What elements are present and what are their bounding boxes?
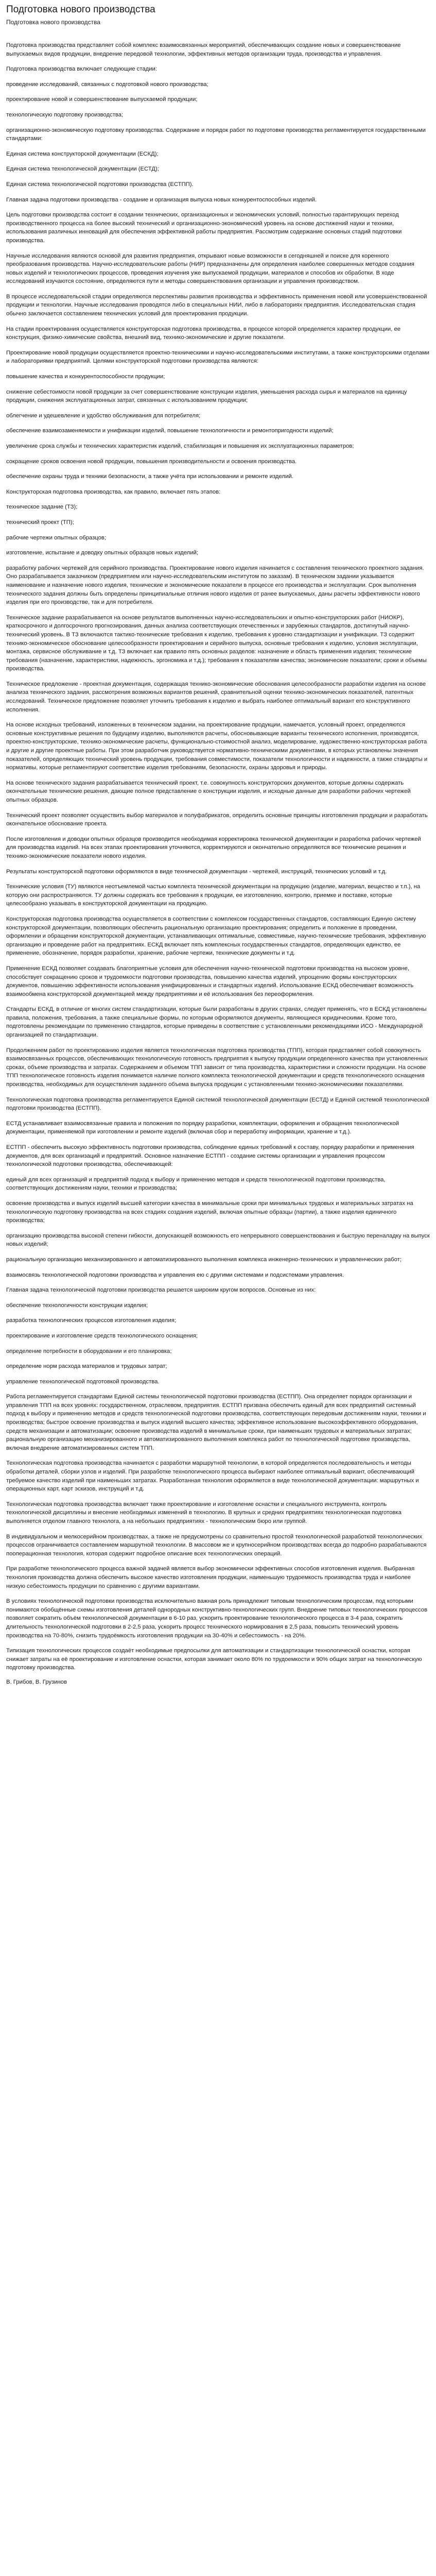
article-paragraph: сокращение сроков освоения новой продукции, повышения производительности и освоения производства. xyxy=(6,458,297,465)
article-paragraph: Типизация технологических процессов создаёт необходимые предпосылки для автоматизации и стандартизации технологической оснастки, которая снижает затраты на её проектирование и изготовление оснастки, которая занимает около 80% по трудоемкости и 90% общих затрат на технологическую подготовку производства. xyxy=(6,1648,422,1671)
article-paragraph: В условиях технологической подготовки производства исключительно важная роль принадлежит типовым технологическим процессам, под которыми понимаются обобщённые схемы изготовления деталей однородных конструктивно-технологических групп. Внедрение типовых технологических процессов позволяет сократить объём технологической документации в 6-10 раз, ускорить проектирование технологического процесса в 3-4 раза, сократить длительность технологической подготовки в 2-2,5 раза, ускорить процесс технического нормирования в 2,5 раза, повысить технический уровень производства на 70-80%, снизить трудоёмкость изготовления продукции на 30-40% и себестоимость - на 20%. xyxy=(6,1598,428,1639)
article-paragraph: На основе исходных требований, изложенных в техническом задании, на проектирование продукции, намечается, условный проект, определяются основные конструктивные решения по будущему изделию, выполняются расчеты, обосновывающие варианты технического исполнения, производятся, проектно-конструкторские, технико-экономические расчеты, функционально-стоимостной анализ, моделирование, художественно-конструкторская работа и другие и другие проектные работы. При этом разработчик руководствуется нормативно-техническими документами, в которых установлены значения показателей, определяющих технический уровень продукции, требования совместимости, показатели технологичности и надежности, а также стандарты и нормативы, которые регламентируют соответствие изделия требованиям, безопасности, охраны здоровья и природы. xyxy=(6,722,428,771)
article-paragraph: проектирование новой и совершенствование выпускаемой продукции; xyxy=(6,96,198,103)
article-paragraph: техническое задание (ТЗ); xyxy=(6,504,78,511)
article-paragraph: рабочие чертежи опытных образцов; xyxy=(6,534,107,541)
article-paragraph: повышение качества и конкурентоспособности продукции; xyxy=(6,374,165,380)
article-author: В. Грибов, В. Грузинов xyxy=(6,1679,67,1685)
article-paragraph: ЕСТПП - обеспечить высокую эффективность подготовки производства, соблюдение единых требований к составу, порядку разработки и применения документов, для всех организаций и предприятий. Основное назначение ЕСТПП - создание системы организации и управления процессом технологической подготовки производства, обеспечивающей: xyxy=(6,1144,414,1168)
article-paragraph: Технологическая подготовка производства начинается с разработки маршрутной технологии, в которой определяются последовательность и методы обработки деталей, сборки узлов и изделий. При разработке технологического процесса выбирают наиболее оптимальный вариант, обеспечивающий требуемое качество изделий при наименьших затратах. Разработанная технология оформляется в виде технологической документации: маршрутных и операционных карт, карт эскизов, инструкций и т.д. xyxy=(6,1460,419,1493)
article-paragraph: Единая система технологической документации (ЕСТД); xyxy=(6,166,159,173)
article-paragraph: организационно-экономическую подготовку производства. Содержание и порядок работ по подготовке производства регламентируется государственными стандартами: xyxy=(6,127,426,142)
article-paragraph: Технический проект позволяет осуществить выбор материалов и полуфабрикатов, определить основные принципы изготовления продукции и разработать окончательное обоснование проекта. xyxy=(6,812,428,827)
article-paragraph: управление технологической подготовкой производства. xyxy=(6,1378,160,1385)
article-paragraph: Техническое предложение - проектная документация, содержащая технико-экономические обоснования целесообразности разработки изделия на основе анализа технического задания, рассмотрения возможных вариантов решений, сравнительной оценки технико-экономических показателей, патентных исследований. Техническое предложение позволяет уточнить требования к изделию и выбрать наиболее оптимальный вариант его конструктивного исполнения. xyxy=(6,681,426,713)
article-paragraph: Научные исследования являются основой для развития предприятия, открывают новые возможности в сегодняшней и поиске для коренного преобразования производства. Научно-исследовательские работы (НИР) предназначены для определения наиболее совершенных методов создания новых изделий и технологических процессов, проведения изучения уже выпускаемой продукции, материалов и способов их обработки. В ходе исследований изучаются состояние, определяются пути и методы совершенствования организации и управления производством. xyxy=(6,252,414,285)
article-paragraph: Подготовка производства представляет собой комплекс взаимосвязанных мероприятий, обеспечивающих создание новых и совершенствование выпускаемых видов продукции, внедрение передовой технологии, эффективных методов организации труда, производства и управления. xyxy=(6,42,401,57)
article-paragraph: Проектирование новой продукции осуществляется проектно-техническими и научно-исследовательскими институтами, а также конструкторскими отделами и лабораториями предприятий. Целями конструкторской подготовки производства являются: xyxy=(6,349,429,365)
article-paragraph: обеспечение охраны труда и техники безопасности, а также учёта при использовании и ремонте изделий. xyxy=(6,473,293,480)
article-title: Подготовка нового производства xyxy=(6,4,155,15)
article-paragraph: изготовление, испытание и доводку опытных образцов новых изделий; xyxy=(6,550,199,556)
article-paragraph: проведение исследований, связанных с подготовкой нового производства; xyxy=(6,81,208,88)
article-paragraph: разработка технологических процессов изготовления изделия; xyxy=(6,1317,176,1324)
article-paragraph: определение норм расхода материалов и трудовых затрат; xyxy=(6,1363,167,1370)
article-paragraph: Техническое задание разрабатывается на основе результатов выполненных научно-исследовательских и опытно-конструкторских работ (НИОКР), краткосрочного и долгосрочного прогнозирования, данных анализа соответствующих отечественных и зарубежных стандартов, достигнутый научно-технический уровень. В ТЗ включаются тактико-технические требования к изделию, требования к уровню стандартизации и унификации. ТЗ содержит технико-экономическое обоснование целесообразности проектирования и серийного выпуска, основные требования к изделию, условия эксплуатации, монтажа, сервисное обслуживание и т.д. ТЗ включает как правило пять основных разделов: назначение и область применения изделия; технические требования (назначение, характеристики, надежность, эргономика и т.д.); требования к показателям качества; экономические показатели; сроки и объемы производства. xyxy=(6,614,427,672)
article-paragraph: облегчение и удешевление и удобство обслуживания для потребителя; xyxy=(6,412,201,419)
article-paragraph: Продолжением работ по проектированию изделия является технологическая подготовка производства (ТПП), которая представляет собой совокупность взаимосвязанных процессов, обеспечивающих технологическую готовность предприятия к выпуску продукции определенного качества при установленных сроках, объеме производства и затратах. Содержанием и объемом ТПП зависит от типа производства, характеристики и сложности продукции. На основе ТПП технологическое готовность изделия понимается наличие полного комплекта технологической документации и средств технологического оснащения производства, необходимых для осуществления заданного объема выпуска продукции с установленными технико-экономическими показателями. xyxy=(6,1047,428,1088)
article-subtitle: Подготовка нового производства xyxy=(6,19,100,26)
article-paragraph: организацию производства высокой степени гибкости, допускающей возможность его непрерывного совершенствования и быструю переналадку на выпуск новых изделий; xyxy=(6,1232,430,1248)
article-paragraph: Единая система технологической подготовки производства (ЕСТПП). xyxy=(6,181,194,188)
article-paragraph: освоение производства и выпуск изделий высшей категории качества в минимальные сроки при минимальных трудовых и материальных затратах на технологическую подготовку производства на всех стадиях создания изделий, включая опытные образцы (партии), а также изделия единичного производства; xyxy=(6,1200,413,1224)
article-paragraph: взаимосвязь технологической подготовки производства и управления ею с другими системами и подсистемами управления. xyxy=(6,1272,344,1278)
article-body xyxy=(6,41,430,1672)
article-paragraph: Цель подготовки производства состоит в создании технических, организационных и экономических условий, полностью гарантирующих переход производственного процесса на более высокий технический и организационно-экономический уровень на основе достижений науки и техники, использования различных инноваций для обеспечения эффективной работы предприятия. Рассмотрим содержание основных стадий подготовки производства. xyxy=(6,212,402,244)
article-paragraph: Конструкторская подготовка производства осуществляется в соответствии с комплексом государственных стандартов, составляющих Единую систему конструкторской документации, позволяющих обеспечить рациональную организацию проектирования; определить и положение в проведении, оформлении и обращении конструкторской документации, устанавливающих оптимальные, совместимые, научно-технические требования, эффективную организацию и проведение работ на предприятиях. ЕСКД включает пять комплексных государственных стандартов, определяющих единство, ее применение, обозначение, порядок разработки, хранение, рабочие чертежи, технические документы и т.д. xyxy=(6,916,426,957)
article-paragraph: Технологическая подготовка производства включает также проектирование и изготовление оснастки и специального инструмента, контроль технологической дисциплины и внесение необходимых изменений в технологию. В крупных и средних предприятиях технологическая подготовка выполняется отделом главного технолога, а на небольших предприятиях - технологическим бюро или группой. xyxy=(6,1501,402,1524)
article-paragraph: После изготовления и доводки опытных образцов производится необходимая корректировка технической документации и разработка рабочих чертежей для производства изделий. На всех этапах проектирования уточняются, корректируются и окончательно определяются все технические решения и технико-экономические показатели нового изделия. xyxy=(6,836,421,859)
article-paragraph: ЕСТД устанавливает взаимосвязанные правила и положения по порядку разработки, комплектации, оформления и обращения технологической документации, применяемой при изготовлении и ремонте изделий (включая сбор и переработку информации, хранение и т.д.). xyxy=(6,1120,399,1136)
article-paragraph: Результаты конструкторской подготовки оформляются в виде технической документации - чертежей, инструкций, технических условий и т.д. xyxy=(6,868,387,875)
article-paragraph: определение потребности в оборудовании и его планировка; xyxy=(6,1348,172,1354)
article-paragraph: Технические условия (ТУ) являются неотъемлемой частью комплекта технической документации на продукцию (изделие, материал, вещество и т.п.), на которую они распространяются. ТУ должны содержать все требования к продукции, ее изготовлению, контролю, приемке и поставке, которые целесообразно указывать в конструкторской документации на продукцию. xyxy=(6,884,421,907)
article-paragraph: В индивидуальном и мелкосерийном производствах, а также не предусмотрены со сравнительно простой технологической разработкой технологических процессов ограничивается составлением маршрутной технологии. В массовом же и крупносерийном производствах всегда до подробно разрабатываются пооперационная технология, которая содержит подробное описание всех технологических операций. xyxy=(6,1533,427,1557)
article-paragraph: Главная задача технологической подготовки производства решается широким кругом вопросов. Основные из них: xyxy=(6,1287,316,1294)
article-paragraph: единый для всех организаций и предприятий подход к выбору и применению методов и средств технологической подготовки производства, соответствующих достижениям науки, техники и производства; xyxy=(6,1176,386,1192)
article-paragraph: Подготовка производства включает следующие стадии: xyxy=(6,66,158,73)
article-paragraph: технический проект (ТП); xyxy=(6,519,74,526)
article-paragraph: обеспечение технологичности конструкции изделия; xyxy=(6,1302,148,1309)
article-paragraph: проектирование и изготовление средств технологического оснащения; xyxy=(6,1332,198,1339)
article-paragraph: На стадии проектирования осуществляется конструкторская подготовка производства, в процессе которой определяется характер продукции, ее конструкция, физико-химические свойства, внешний вид, технико-экономические и другие показатели. xyxy=(6,326,401,341)
article-paragraph: Главная задача подготовки производства - создание и организация выпуска новых конкурентоспособных изделий. xyxy=(6,196,317,203)
article-paragraph: увеличение срока службы и технических характеристик изделий, стабилизация и повышения их эксплуатационных параметров; xyxy=(6,443,354,449)
article-paragraph: обеспечение взаимозаменяемости и унификации изделий, повышение технологичности и ремонтопригодности изделий; xyxy=(6,428,334,434)
article-paragraph: Работа регламентируется стандартами Единой системы технологической подготовки производства (ЕСТПП). Она определяет порядок организации и управления ТПП на всех уровнях: государственном, отраслевом, предприятия. ЕСТПП призвана обеспечить единый для всех предприятий системный подход к выбору и применению методов и средств технологической подготовки производства, соответствующих передовым достижениям науки, техники и производства; быстрое освоение производства и выпуск изделий высшего качества; эффективное использование высокоэффективного оборудования, средств механизации и автоматизации; освоение производства изделий в минимальные сроки, при наименьших трудовых и материальных затратах; рациональную организацию механизированного и автоматизированного выполнения комплекса работ по технологической подготовке производства, включая внедрение автоматизированных систем ТПП. xyxy=(6,1394,426,1451)
article-paragraph: Применение ЕСКД позволяет создавать благоприятные условия для обеспечения научно-технической подготовки производства на высоком уровне, способствует сокращению сроков и трудоемкости подготовки производства, повышению качества изделий, упрощению формы конструкторских документов, повышению эффективности использования унифицированных и стандартных изделий. Использование ЕСКД обеспечивает возможность взаимообмена конструкторской документацией между предприятиями и её использования без переоформления. xyxy=(6,965,414,997)
article-paragraph: Конструкторская подготовка производства, как правило, включает пять этапов: xyxy=(6,488,221,495)
article-paragraph: технологическую подготовку производства; xyxy=(6,111,124,118)
article-paragraph: Технологическая подготовка производства регламентируется Единой системой технологической документации (ЕСТД) и Единой системой технологической подготовки производства (ЕСТПП). xyxy=(6,1096,429,1112)
article-paragraph: рациональную организацию механизированного и автоматизированного выполнения комплекса инженерно-технических и управленческих работ; xyxy=(6,1256,402,1263)
article-paragraph: Единая система конструкторской документации (ЕСКД); xyxy=(6,150,159,157)
article-paragraph: На основе технического задания разрабатывается технический проект, т.е. совокупность конструкторских документов, которые должны содержать окончательные технические решения, дающие полное представление о конструкции изделия, и исходные данные для разработки рабочих чертежей опытных образцов. xyxy=(6,779,411,803)
article-paragraph: снижение себестоимости новой продукции за счет совершенствование конструкции изделия, уменьшения расхода сырья и материалов на единицу продукции, снижения эксплуатационных затрат, связанных с использованием продукции; xyxy=(6,388,407,404)
article-paragraph: В процессе исследовательской стадии определяются перспективы развития производства и эффективность применения новой или усовершенствованной продукции и технологии. Научные исследования проводятся либо в специальных НИИ, либо в лабораториях предприятия. Исследовательская стадия обычно заключается составлением технических условий для проектирования продукции. xyxy=(6,293,427,317)
article-paragraph: Стандарты ЕСКД, в отличие от многих систем стандартизации, которые были разработаны в других странах, следует применять, что в ЕСКД установлены правила, положения, требования, а также специальные формы, по которым оформляются документы, являющиеся юридическими. Кроме того, подготовлены рекомендации по применению стандартов, которые приведены в соответствие с установленными рекомендациями ИСО - Международной организацией по стандартизации. xyxy=(6,1006,427,1039)
article-paragraph: При разработке технологического процесса важной задачей является выбор экономически эффективных способов изготовления изделия. Выбранная технология производства должна обеспечить высокое качество изготовления продукции, наименьшую трудоемкость производства труда и наиболее низкую себестоимость продукции по сравнению с другими вариантами. xyxy=(6,1566,415,1589)
article-paragraph: разработку рабочих чертежей для серийного производства. Проектирование нового изделия начинается с составления технического проектного задания. Оно разрабатывается заказчиком (предприятием или научно-исследовательским институтом по заказам). В техническом задании указывается наименование и назначение нового изделия, технические и экономические показатели в процессе его производства и эксплуатации. Срок выполнения технического задания должны быть определены принципиальные отличия нового изделия от ранее выпускаемых, даны расчеты эффективности нового изделия при его производстве, так и для потребителя. xyxy=(6,565,424,606)
